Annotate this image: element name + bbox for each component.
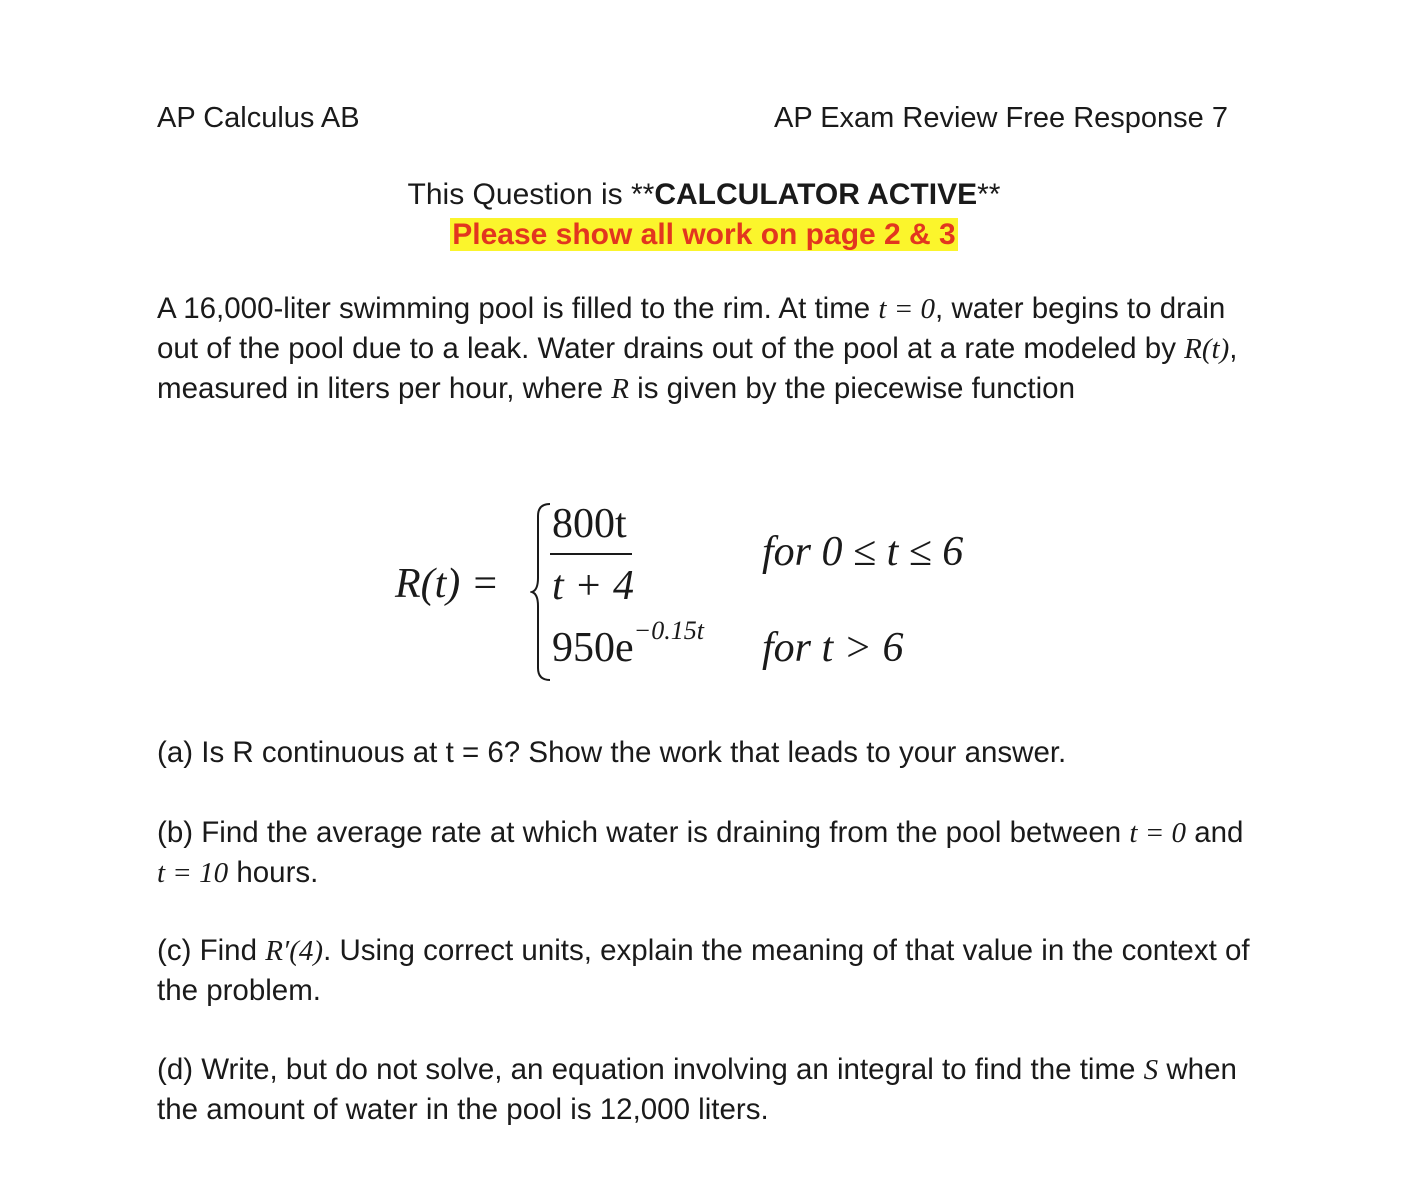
- question-c-pre: (c) Find: [157, 934, 257, 967]
- intro-part-1: A 16,000-liter swimming pool is filled to the rim. At time: [157, 292, 871, 325]
- equation-lhs: R(t) =: [395, 561, 500, 607]
- question-b-and: and: [1194, 816, 1244, 849]
- question-b-text: (b) Find the average rate at which water is draining from the pool between: [157, 816, 1122, 849]
- fraction-numerator: 800t: [552, 501, 627, 547]
- question-c-post: . Using correct units, explain the meaning of that value in the context of the problem.: [157, 934, 1250, 1007]
- left-brace-icon: [530, 502, 554, 682]
- work-instruction: [0, 218, 1408, 252]
- condition-1: for 0 ≤ t ≤ 6: [762, 529, 964, 575]
- exp-exponent: −0.15t: [633, 616, 704, 645]
- math-t-equals-0: t = 0: [878, 293, 936, 325]
- intro-part-3: , measured in liters per hour, where: [157, 332, 1238, 405]
- notice-bold: CALCULATOR ACTIVE: [654, 178, 978, 211]
- math-r-prime-4: R′(4): [265, 935, 324, 967]
- exponential-term: [552, 616, 704, 672]
- question-d-text: (d) Write, but do not solve, an equation involving an integral to find the time: [157, 1053, 1136, 1086]
- notice-prefix: This Question is **: [407, 178, 655, 211]
- math-t-0: t = 0: [1129, 817, 1187, 849]
- fraction-denominator: t + 4: [552, 563, 635, 609]
- question-a: (a) Is R continuous at t = 6? Show the work that leads to your answer.: [157, 736, 1067, 769]
- notice-suffix: **: [977, 178, 1001, 211]
- question-d-end: when the amount of water in the pool is 12,000 liters.: [157, 1053, 1237, 1126]
- highlighted-instruction: Please show all work on page 2 & 3: [452, 218, 956, 251]
- intro-part-4: is given by the piecewise function: [637, 372, 1075, 405]
- fraction-bar: [550, 553, 632, 555]
- math-s: S: [1143, 1054, 1159, 1086]
- course-title: AP Calculus AB: [157, 102, 360, 134]
- calculator-notice: [0, 178, 1408, 212]
- problem-intro: [157, 289, 1257, 409]
- assignment-title: AP Exam Review Free Response 7: [773, 102, 1228, 134]
- question-d: [157, 1050, 1257, 1130]
- question-b-end: hours.: [236, 856, 319, 889]
- math-r-of-t: R(t): [1184, 333, 1230, 365]
- math-t-10: t = 10: [157, 857, 229, 889]
- condition-2: for t > 6: [762, 625, 904, 671]
- exp-base: 950e: [552, 625, 634, 671]
- intro-part-2: , water begins to drain out of the pool due to a leak. Water drains out of the pool at a rate modeled by: [157, 292, 1226, 365]
- question-c: [157, 931, 1257, 1011]
- question-b: [157, 813, 1257, 893]
- math-r: R: [611, 373, 629, 405]
